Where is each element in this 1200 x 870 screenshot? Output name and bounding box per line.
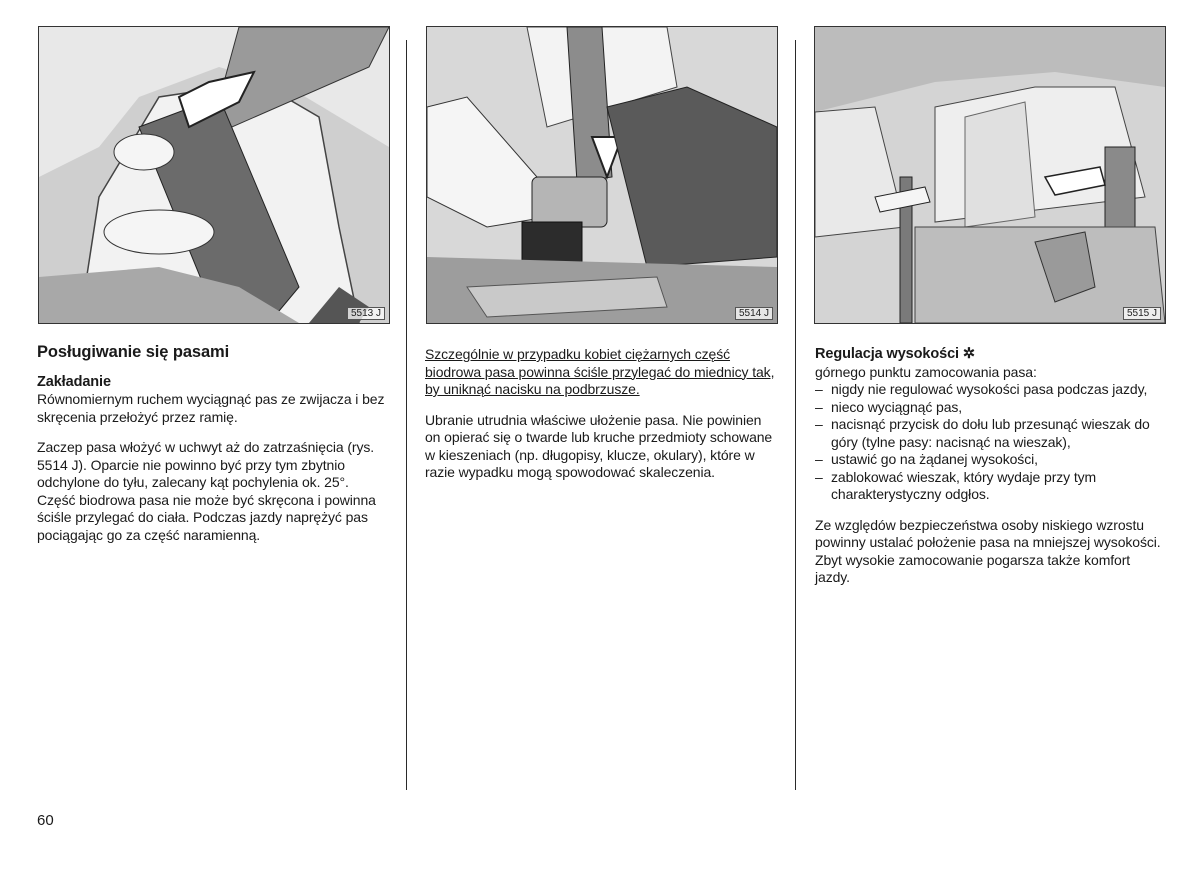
- list-item: – zablokować wieszak, który wydaje przy tym charakterystyczny odgłos.: [815, 469, 1165, 504]
- heading-text: Regulacja wysokości: [815, 346, 959, 362]
- figure-buckle-insert: [426, 26, 778, 324]
- section-heading: Posługiwanie się pasami: [37, 343, 230, 361]
- column-2-text: [425, 346, 775, 495]
- figure-seatbelt-pull: [38, 26, 390, 324]
- paragraph: Ze względów bezpieczeństwa osoby niskiego wzrostu powinny ustalać położenie pasa na mniejszej wysokości. Zbyt wysokie zamocowanie pogarsza także komfort jazdy.: [815, 516, 1161, 585]
- intro-line: górnego punktu zamocowania pasa:: [815, 363, 1037, 380]
- paragraph: Zaczep pasa włożyć w uchwyt aż do zatrzaśnięcia (rys. 5514 J). Oparcie nie powinno być przy tym zbytnio odchylone do tyłu, zalecany kąt pochylenia ok. 25°. Część biodrowa pasa nie może być skręcona i powinna ściśle przylegać do ciała. Podczas jazdy naprężyć pas pociągając go za część naramienną.: [37, 439, 376, 543]
- list-item: – nigdy nie regulować wysokości pasa podczas jazdy,: [815, 381, 1165, 399]
- list-item: – nieco wyciągnąć pas,: [815, 399, 1165, 417]
- column-1-text: [37, 344, 387, 557]
- optional-equipment-icon: ✲: [962, 346, 975, 362]
- column-3-text: [815, 346, 1165, 600]
- list-item: – ustawić go na żądanej wysokości,: [815, 451, 1165, 469]
- subheading: Zakładanie: [37, 373, 111, 390]
- seatbelt-pull-illustration: [39, 27, 389, 323]
- figure-label: 5513 J: [347, 307, 385, 320]
- paragraph: Ubranie utrudnia właściwe ułożenie pasa. Nie powinien on opierać się o twarde lub kruche przedmioty schowane w kieszeniach (np. długopisy, klucze, okulary), które w razie wypadku mogą spowodować skaleczenia.: [425, 411, 773, 480]
- height-adjust-illustration: [815, 27, 1165, 323]
- section-heading: [815, 346, 1165, 364]
- paragraph: Równomiernym ruchem wyciągnąć pas ze zwijacza i bez skręcenia przełożyć przez ramię.: [37, 391, 385, 425]
- list-item: – nacisnąć przycisk do dołu lub przesunąć wieszak do góry (tylne pasy: nacisnąć na wieszak),: [815, 416, 1165, 451]
- steps-list: [815, 381, 1165, 504]
- figure-label: 5515 J: [1123, 307, 1161, 320]
- figure-label: 5514 J: [735, 307, 773, 320]
- column-divider: [795, 40, 796, 790]
- buckle-insert-illustration: [427, 27, 777, 323]
- warning-paragraph: Szczególnie w przypadku kobiet ciężarnych część biodrowa pasa powinna ściśle przylegać do miednicy tak, by uniknąć nacisku na podbrzusze.: [425, 346, 775, 397]
- column-divider: [406, 40, 407, 790]
- page-number: 60: [37, 812, 54, 829]
- figure-height-adjust: [814, 26, 1166, 324]
